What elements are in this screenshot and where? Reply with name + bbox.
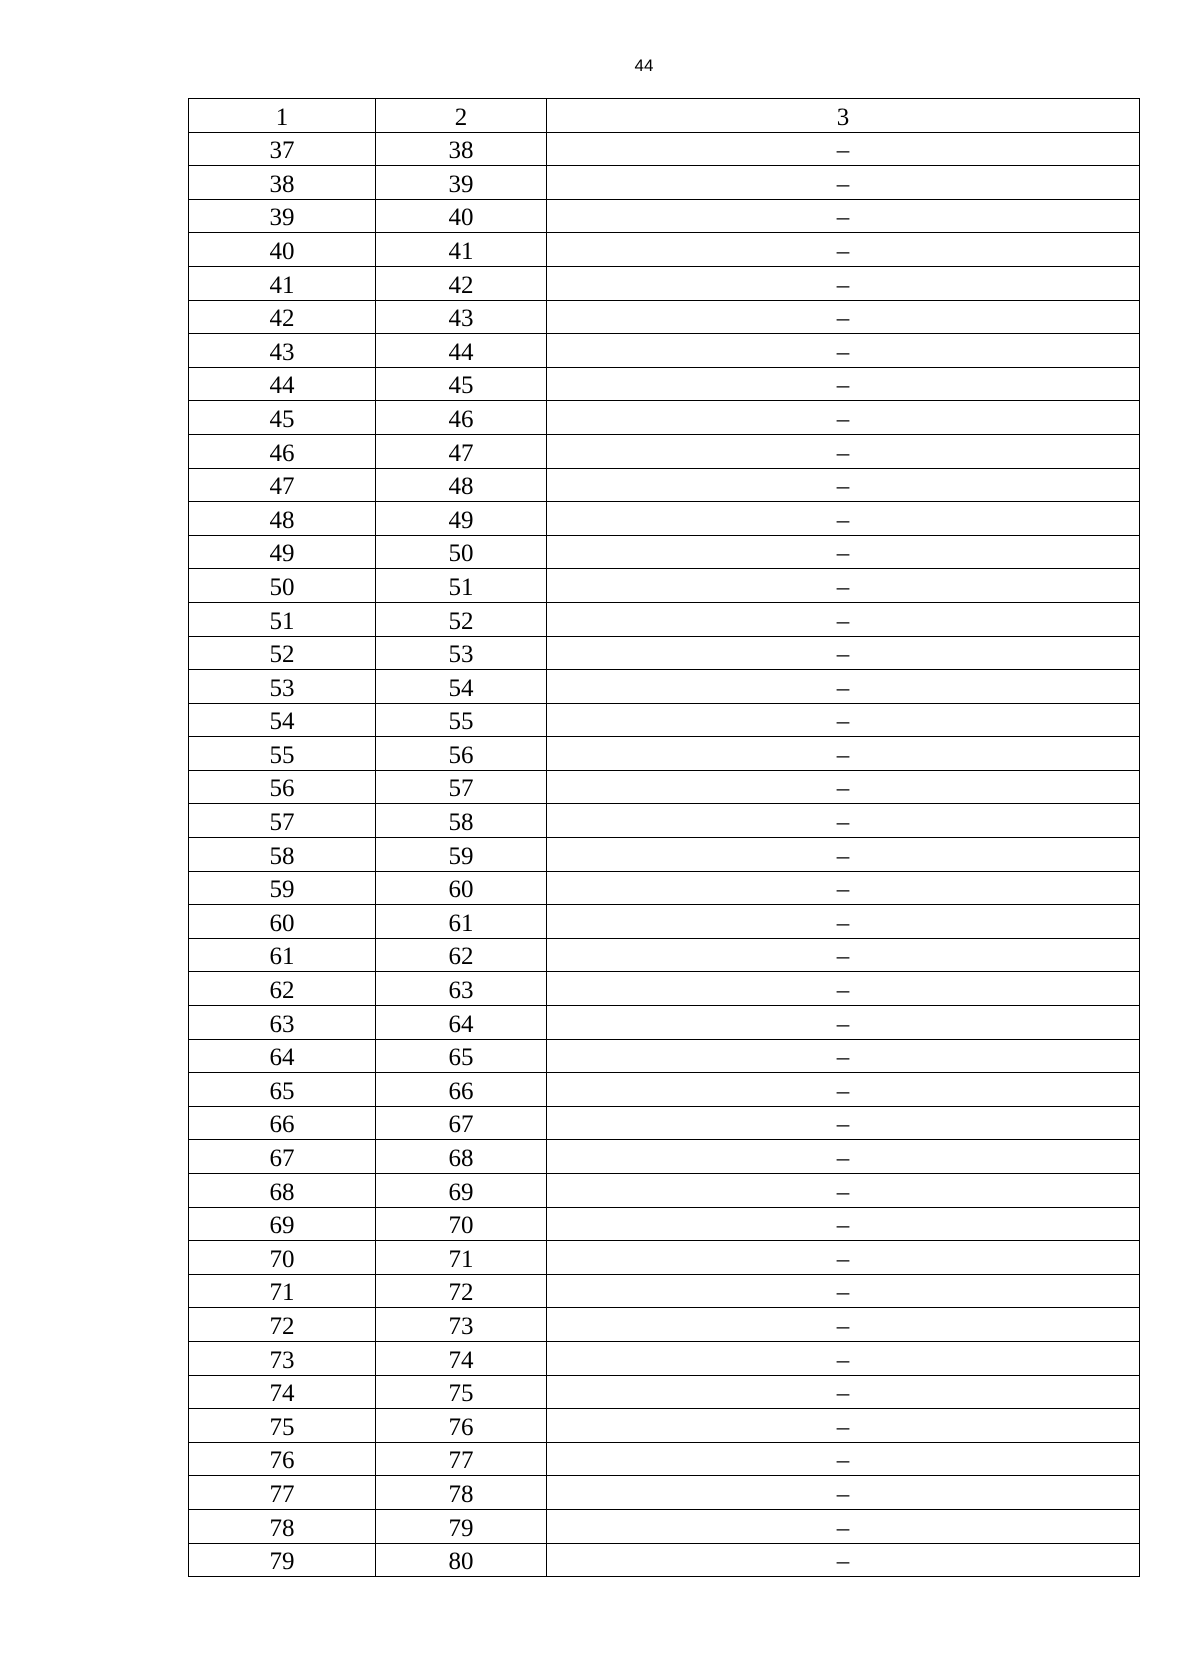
table-cell-col1: 45 bbox=[189, 401, 376, 435]
table-cell-col2: 38 bbox=[376, 132, 547, 166]
data-table bbox=[188, 98, 1140, 1577]
table-cell-col1: 72 bbox=[189, 1308, 376, 1342]
table-cell-col3: – bbox=[547, 737, 1140, 771]
table-cell-col3: – bbox=[547, 367, 1140, 401]
table-row bbox=[189, 636, 1140, 670]
table-cell-col1: 37 bbox=[189, 132, 376, 166]
table-cell-col3: – bbox=[547, 905, 1140, 939]
table-cell-col1: 46 bbox=[189, 434, 376, 468]
table-cell-col1: 59 bbox=[189, 871, 376, 905]
table-cell-col1: 54 bbox=[189, 703, 376, 737]
table-cell-col2: 58 bbox=[376, 804, 547, 838]
table-row bbox=[189, 1509, 1140, 1543]
table-cell-col2: 57 bbox=[376, 770, 547, 804]
table-cell-col2: 67 bbox=[376, 1106, 547, 1140]
table-row bbox=[189, 502, 1140, 536]
table-cell-col1: 67 bbox=[189, 1140, 376, 1174]
table-row bbox=[189, 300, 1140, 334]
table-cell-col2: 77 bbox=[376, 1442, 547, 1476]
table-cell-col1: 74 bbox=[189, 1375, 376, 1409]
table-row bbox=[189, 1409, 1140, 1443]
table-cell-col1: 40 bbox=[189, 233, 376, 267]
table-cell-col1: 49 bbox=[189, 535, 376, 569]
table-cell-col3: – bbox=[547, 166, 1140, 200]
table-cell-col3: – bbox=[547, 199, 1140, 233]
table-body bbox=[189, 99, 1140, 1577]
table-cell-col3: – bbox=[547, 401, 1140, 435]
table-row bbox=[189, 569, 1140, 603]
table-row bbox=[189, 1006, 1140, 1040]
table-cell-col1: 41 bbox=[189, 266, 376, 300]
table-cell-col2: 59 bbox=[376, 838, 547, 872]
table-row bbox=[189, 1308, 1140, 1342]
table-cell-col3: – bbox=[547, 300, 1140, 334]
table-cell-col3: – bbox=[547, 1241, 1140, 1275]
table-cell-col2: 75 bbox=[376, 1375, 547, 1409]
table-cell-col3: – bbox=[547, 670, 1140, 704]
table-cell-col3: – bbox=[547, 132, 1140, 166]
table-row bbox=[189, 1375, 1140, 1409]
table-cell-col3: – bbox=[547, 1509, 1140, 1543]
table-cell-col1: 38 bbox=[189, 166, 376, 200]
table-row bbox=[189, 770, 1140, 804]
table-cell-col2: 65 bbox=[376, 1039, 547, 1073]
table-cell-col3: – bbox=[547, 602, 1140, 636]
table-cell-col1: 42 bbox=[189, 300, 376, 334]
table-cell-col1: 48 bbox=[189, 502, 376, 536]
table-cell-col1: 61 bbox=[189, 938, 376, 972]
table-row bbox=[189, 434, 1140, 468]
table-row bbox=[189, 838, 1140, 872]
table-row bbox=[189, 1174, 1140, 1208]
table-row bbox=[189, 1073, 1140, 1107]
table-cell-col3: – bbox=[547, 1174, 1140, 1208]
table-row bbox=[189, 703, 1140, 737]
table-cell-col1: 76 bbox=[189, 1442, 376, 1476]
table-cell-col2: 61 bbox=[376, 905, 547, 939]
table-row bbox=[189, 166, 1140, 200]
table-cell-col3: – bbox=[547, 434, 1140, 468]
table-cell-col3: – bbox=[547, 266, 1140, 300]
table-cell-col3: – bbox=[547, 1207, 1140, 1241]
table-row bbox=[189, 972, 1140, 1006]
table-cell-col3: – bbox=[547, 871, 1140, 905]
table-cell-col2: 55 bbox=[376, 703, 547, 737]
table-cell-col1: 75 bbox=[189, 1409, 376, 1443]
table-cell-col1: 47 bbox=[189, 468, 376, 502]
table-cell-col1: 43 bbox=[189, 334, 376, 368]
table-cell-col2: 78 bbox=[376, 1476, 547, 1510]
table-cell-col3: – bbox=[547, 1006, 1140, 1040]
table-cell-col1: 78 bbox=[189, 1509, 376, 1543]
table-cell-col1: 44 bbox=[189, 367, 376, 401]
table-row bbox=[189, 1476, 1140, 1510]
table-cell-col1: 58 bbox=[189, 838, 376, 872]
table-cell-col1: 64 bbox=[189, 1039, 376, 1073]
table-cell-col1: 65 bbox=[189, 1073, 376, 1107]
table-cell-col3: – bbox=[547, 569, 1140, 603]
table-cell-col2: 79 bbox=[376, 1509, 547, 1543]
table-cell-col2: 54 bbox=[376, 670, 547, 704]
table-cell-col3: – bbox=[547, 703, 1140, 737]
header-cell-2: 2 bbox=[376, 99, 547, 133]
table-row bbox=[189, 602, 1140, 636]
table-cell-col1: 68 bbox=[189, 1174, 376, 1208]
table-cell-col2: 70 bbox=[376, 1207, 547, 1241]
table-row bbox=[189, 401, 1140, 435]
table-row bbox=[189, 1140, 1140, 1174]
table-header-row bbox=[189, 99, 1140, 133]
table-row bbox=[189, 737, 1140, 771]
table-cell-col2: 68 bbox=[376, 1140, 547, 1174]
table-cell-col2: 42 bbox=[376, 266, 547, 300]
table-cell-col1: 63 bbox=[189, 1006, 376, 1040]
table-row bbox=[189, 1341, 1140, 1375]
table-cell-col2: 74 bbox=[376, 1341, 547, 1375]
table-cell-col3: – bbox=[547, 468, 1140, 502]
table-cell-col1: 71 bbox=[189, 1274, 376, 1308]
table-cell-col2: 47 bbox=[376, 434, 547, 468]
table-cell-col1: 51 bbox=[189, 602, 376, 636]
table-cell-col1: 69 bbox=[189, 1207, 376, 1241]
table-row bbox=[189, 334, 1140, 368]
table-cell-col3: – bbox=[547, 1039, 1140, 1073]
table-cell-col1: 56 bbox=[189, 770, 376, 804]
table-row bbox=[189, 1274, 1140, 1308]
table-cell-col2: 41 bbox=[376, 233, 547, 267]
table-row bbox=[189, 1241, 1140, 1275]
table-cell-col3: – bbox=[547, 1375, 1140, 1409]
table-cell-col2: 46 bbox=[376, 401, 547, 435]
table-row bbox=[189, 670, 1140, 704]
table-cell-col3: – bbox=[547, 502, 1140, 536]
table-cell-col1: 60 bbox=[189, 905, 376, 939]
table-cell-col2: 71 bbox=[376, 1241, 547, 1275]
table-cell-col1: 52 bbox=[189, 636, 376, 670]
header-cell-1: 1 bbox=[189, 99, 376, 133]
table-row bbox=[189, 535, 1140, 569]
table-cell-col1: 66 bbox=[189, 1106, 376, 1140]
table-row bbox=[189, 804, 1140, 838]
table-row bbox=[189, 367, 1140, 401]
table-row bbox=[189, 1442, 1140, 1476]
table-cell-col1: 50 bbox=[189, 569, 376, 603]
table-row bbox=[189, 1106, 1140, 1140]
table-cell-col1: 57 bbox=[189, 804, 376, 838]
table-cell-col1: 39 bbox=[189, 199, 376, 233]
table-cell-col2: 53 bbox=[376, 636, 547, 670]
page-number: 44 bbox=[634, 56, 654, 75]
table-cell-col3: – bbox=[547, 1308, 1140, 1342]
table-cell-col3: – bbox=[547, 636, 1140, 670]
table-row bbox=[189, 938, 1140, 972]
table-cell-col2: 66 bbox=[376, 1073, 547, 1107]
table-cell-col3: – bbox=[547, 233, 1140, 267]
table-row bbox=[189, 1543, 1140, 1577]
table-cell-col2: 69 bbox=[376, 1174, 547, 1208]
table-cell-col2: 76 bbox=[376, 1409, 547, 1443]
table-row bbox=[189, 468, 1140, 502]
header-cell-3: 3 bbox=[547, 99, 1140, 133]
table-cell-col1: 79 bbox=[189, 1543, 376, 1577]
table-cell-col2: 80 bbox=[376, 1543, 547, 1577]
table-cell-col2: 60 bbox=[376, 871, 547, 905]
table-cell-col2: 43 bbox=[376, 300, 547, 334]
table-cell-col2: 45 bbox=[376, 367, 547, 401]
table-cell-col2: 39 bbox=[376, 166, 547, 200]
table-cell-col1: 53 bbox=[189, 670, 376, 704]
table-cell-col3: – bbox=[547, 1543, 1140, 1577]
table-cell-col3: – bbox=[547, 838, 1140, 872]
table-cell-col3: – bbox=[547, 972, 1140, 1006]
table-cell-col3: – bbox=[547, 1274, 1140, 1308]
table-cell-col2: 72 bbox=[376, 1274, 547, 1308]
table-cell-col3: – bbox=[547, 1476, 1140, 1510]
table-cell-col2: 44 bbox=[376, 334, 547, 368]
table-cell-col3: – bbox=[547, 938, 1140, 972]
table-cell-col1: 77 bbox=[189, 1476, 376, 1510]
table-row bbox=[189, 266, 1140, 300]
table-cell-col2: 63 bbox=[376, 972, 547, 1006]
table-row bbox=[189, 905, 1140, 939]
table-cell-col3: – bbox=[547, 334, 1140, 368]
table-cell-col2: 73 bbox=[376, 1308, 547, 1342]
table-cell-col2: 56 bbox=[376, 737, 547, 771]
table-cell-col2: 64 bbox=[376, 1006, 547, 1040]
table-cell-col2: 48 bbox=[376, 468, 547, 502]
table-row bbox=[189, 1039, 1140, 1073]
table-row bbox=[189, 199, 1140, 233]
table-cell-col1: 62 bbox=[189, 972, 376, 1006]
table-cell-col3: – bbox=[547, 770, 1140, 804]
table-cell-col3: – bbox=[547, 1341, 1140, 1375]
table-cell-col2: 49 bbox=[376, 502, 547, 536]
table-row bbox=[189, 233, 1140, 267]
table-cell-col1: 55 bbox=[189, 737, 376, 771]
table-cell-col3: – bbox=[547, 1442, 1140, 1476]
table-cell-col3: – bbox=[547, 804, 1140, 838]
table-cell-col2: 62 bbox=[376, 938, 547, 972]
table-cell-col2: 50 bbox=[376, 535, 547, 569]
table-cell-col3: – bbox=[547, 1106, 1140, 1140]
table-cell-col3: – bbox=[547, 1073, 1140, 1107]
table-cell-col2: 40 bbox=[376, 199, 547, 233]
table-cell-col3: – bbox=[547, 1140, 1140, 1174]
table-cell-col2: 51 bbox=[376, 569, 547, 603]
table-cell-col2: 52 bbox=[376, 602, 547, 636]
table-cell-col1: 70 bbox=[189, 1241, 376, 1275]
table-row bbox=[189, 1207, 1140, 1241]
table-cell-col3: – bbox=[547, 1409, 1140, 1443]
table-cell-col3: – bbox=[547, 535, 1140, 569]
table-cell-col1: 73 bbox=[189, 1341, 376, 1375]
table-row bbox=[189, 871, 1140, 905]
table-row bbox=[189, 132, 1140, 166]
